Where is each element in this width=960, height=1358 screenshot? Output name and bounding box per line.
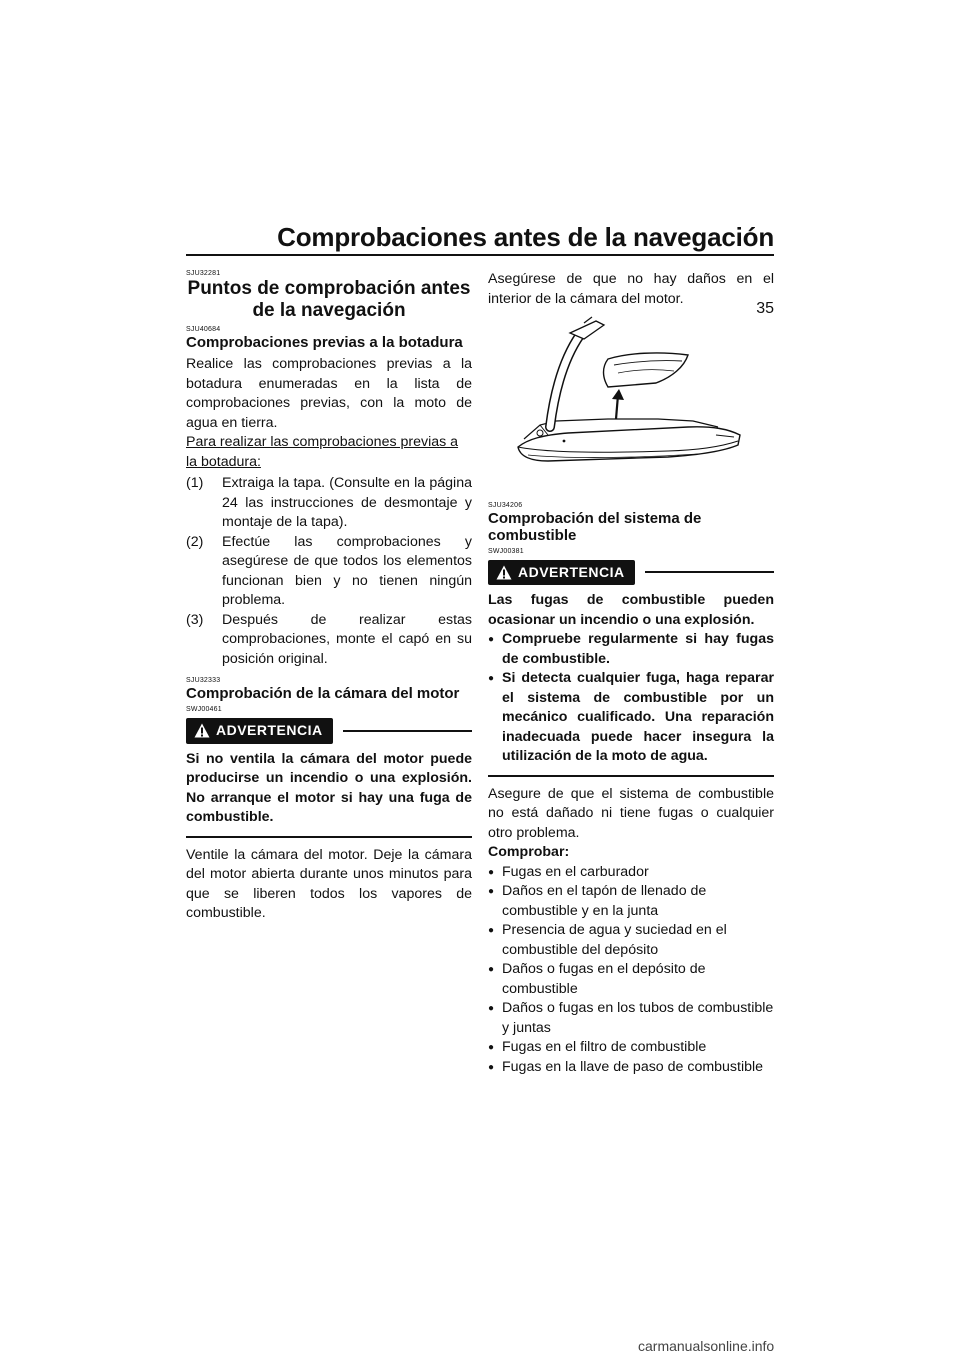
section-title: Puntos de comprobación antes de la navegación (187, 278, 471, 321)
steps-title: Para realizar las comprobaciones previas a la botadura: (186, 434, 459, 470)
check-title: Comprobar: (488, 844, 570, 860)
page-number: 35 (756, 300, 774, 317)
subsection-title-engine: Comprobación de la cámara del motor (186, 685, 460, 702)
right-column (488, 270, 774, 1077)
page-header: Comprobaciones antes de la navegación (277, 222, 774, 252)
warning-triangle-icon (496, 565, 512, 580)
warning-header (488, 560, 774, 586)
list-item: ● Si detecta cualquier fuga, haga reparar el sistema de combustible por un mecánico cualificado. Una reparación inadecuada puede hacer insegura la utilización de la moto de agua. (488, 669, 774, 767)
section-code: SJU32281 (186, 270, 221, 277)
warning-code: SWJ00381 (488, 547, 524, 555)
body-paragraph: Asegure de que el sistema de combustible no está dañado ni tiene fugas o cualquier otro problema. (488, 785, 774, 841)
subsection-code: SJU32333 (186, 677, 221, 684)
top-paragraph: Asegúrese de que no hay daños en el interior de la cámara del motor. (488, 271, 774, 307)
list-item: (2) Efectúe las comprobaciones y asegúrese de que todos los elementos funcionan bien y no tienen ningún problema. (186, 533, 472, 608)
warning-list (488, 630, 774, 767)
watermark: carmanualsonline.info (638, 1338, 775, 1354)
warning-badge: ADVERTENCIA (488, 560, 635, 586)
warning-code: SWJ00461 (186, 706, 222, 713)
list-item: (3) Después de realizar estas comprobaciones, monte el capó en su posición original. (186, 611, 472, 667)
list-item: (1) Extraiga la tapa. (Consulte en la página 24 las instrucciones de desmontaje y montaje de la tapa). (186, 475, 472, 530)
subsection-title-prelaunch: Comprobaciones previas a la botadura (186, 334, 463, 351)
subsection-title-fuel: Comprobación del sistema de combustible (488, 509, 702, 544)
header-rule (186, 254, 774, 256)
list-item: ● Fugas en el carburador (488, 863, 774, 883)
warning-box (186, 750, 472, 838)
left-column (186, 270, 472, 924)
list-item: ● Daños o fugas en los tubos de combustible y juntas (488, 999, 774, 1038)
warning-badge: ADVERTENCIA (186, 718, 333, 744)
body-paragraph: Ventile la cámara del motor. Deje la cámara del motor abierta durante unos minutos para que se liberen todos los vapores de combustible. (186, 846, 472, 921)
warning-text: Las fugas de combustible pueden ocasionar un incendio o una explosión. (488, 592, 774, 628)
intro-paragraph: Realice las comprobaciones previas a la botadura enumeradas en la lista de comprobaciones previas, con la moto de agua en tierra. (186, 356, 472, 431)
subsection-code: SJU34206 (488, 501, 523, 509)
list-item: ● Fugas en la llave de paso de combustible (488, 1058, 774, 1078)
check-list (488, 863, 774, 1078)
warning-triangle-icon (194, 723, 210, 738)
warning-header (186, 718, 472, 744)
list-item: ● Daños en el tapón de llenado de combustible y en la junta (488, 882, 774, 921)
list-item: ● Fugas en el filtro de combustible (488, 1038, 774, 1058)
warning-box (488, 591, 774, 777)
list-item: ● Presencia de agua y suciedad en el combustible del depósito (488, 921, 774, 960)
steps-list (186, 474, 472, 669)
list-item: ● Daños o fugas en el depósito de combustible (488, 960, 774, 999)
watercraft-illustration (488, 315, 774, 481)
list-item: ● Compruebe regularmente si hay fugas de combustible. (488, 630, 774, 669)
subsection-code: SJU40684 (186, 326, 221, 333)
warning-text: Si no ventila la cámara del motor puede producirse un incendio o una explosión. No arranque el motor si hay una fuga de combustible. (186, 750, 472, 825)
